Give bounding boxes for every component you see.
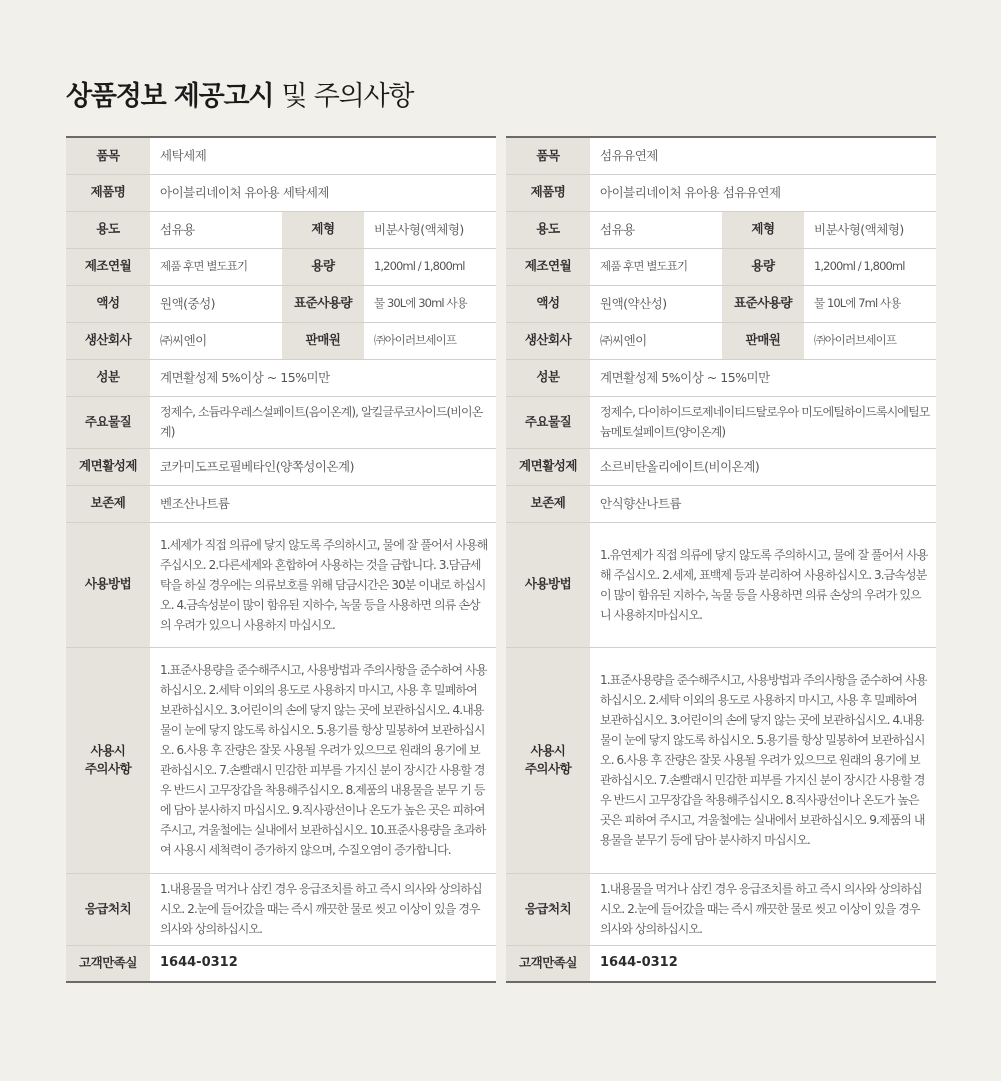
caution-label-line1: 사용시 xyxy=(530,742,566,758)
table-row xyxy=(66,522,496,647)
right-liquid-value: 원액(약산성) xyxy=(590,285,722,322)
row-label-how-to-use: 사용방법 xyxy=(506,522,590,647)
right-preservative-value: 안식향산나트륨 xyxy=(590,485,936,522)
row-label-caution xyxy=(66,647,150,873)
left-preservative-value: 벤조산나트륨 xyxy=(150,485,496,522)
row-label-name: 제품명 xyxy=(66,174,150,211)
left-seller-value: ㈜아이러브세이프 xyxy=(364,322,496,359)
row-label-ingredients: 성분 xyxy=(506,359,590,396)
left-name-value: 아이블리네이처 유아용 세탁세제 xyxy=(150,174,496,211)
right-volume-value: 1,200ml / 1,800ml xyxy=(804,248,936,285)
row-label-item: 품목 xyxy=(506,137,590,174)
page-title-strong: 상품정보 제공고시 xyxy=(66,81,274,112)
table-row xyxy=(506,248,936,285)
left-how-to-use-value: 1.세제가 직접 의류에 닿지 않도록 주의하시고, 물에 잘 풀어서 사용해 주십시오. 2.다른세제와 혼합하여 사용하는 것을 금합니다. 3.담금세탁을 하실 경우에는 의류보호를 위해 담금시간은 30분 이내로 하십시오. 4.금속성분이 많이 함유된 지하수, 녹물 등을 사용하면 의류 손상의 우려가 있으니 사용하지 마십시오. xyxy=(150,522,496,647)
left-cs-phone: 1644-0312 xyxy=(150,945,496,982)
row-label-maker: 생산회사 xyxy=(66,322,150,359)
row-label-volume: 용량 xyxy=(722,248,804,285)
row-label-name: 제품명 xyxy=(506,174,590,211)
row-label-caution xyxy=(506,647,590,873)
row-label-use: 용도 xyxy=(506,211,590,248)
left-mfg-date-value: 제품 후면 별도표기 xyxy=(150,248,282,285)
row-label-liquid: 액성 xyxy=(506,285,590,322)
row-label-surfactant: 계면활성제 xyxy=(66,448,150,485)
table-row xyxy=(506,647,936,873)
row-label-std-usage: 표준사용량 xyxy=(282,285,364,322)
table-row xyxy=(66,285,496,322)
row-label-item: 품목 xyxy=(66,137,150,174)
right-main-substance-value: 정제수, 다이하이드로제네이티드탈로우아 미도에틸하이드록시에틸모늄메토설페이트(양이온계) xyxy=(590,396,936,448)
left-caution-value: 1.표준사용량을 준수해주시고, 사용방법과 주의사항을 준수하여 사용하십시오. 2.세탁 이외의 용도로 사용하지 마시고, 사용 후 밀폐하여 보관하십시오. 3.어린이의 손에 닿지 않는 곳에 보관하십시오. 4.내용물이 눈에 닿지 않도록 하십시오. 5.용기를 항상 밀봉하여 보관하십시오. 6.사용 후 잔량은 잘못 사용될 우려가 있으므로 원래의 용기에 보관하십시오. 7.손빨래시 민감한 피부를 가지신 분이 장시간 사용할 경우 반드시 고무장갑을 착용해주십시오. 8.제품의 내용물을 분무 기 등에 담아 분사하지 마십시오. 9.직사광선이나 온도가 높은 곳은 피하여 주시고, 겨울철에는 실내에서 보관하십시오. 10.표준사용량을 초과하여 사용시 세척력이 증가하지 않으며, 수질오염이 증가합니다. xyxy=(150,647,496,873)
row-label-first-aid: 응급처치 xyxy=(66,873,150,945)
row-label-use: 용도 xyxy=(66,211,150,248)
row-label-cs: 고객만족실 xyxy=(66,945,150,982)
table-row xyxy=(66,248,496,285)
left-liquid-value: 원액(중성) xyxy=(150,285,282,322)
table-row xyxy=(506,522,936,647)
left-first-aid-value: 1.내용물을 먹거나 삼킨 경우 응급조치를 하고 즉시 의사와 상의하십시오. 2.눈에 들어갔을 때는 즉시 깨끗한 물로 씻고 이상이 있을 경우 의사와 상의하십시오. xyxy=(150,873,496,945)
table-row xyxy=(66,448,496,485)
table-row xyxy=(506,211,936,248)
right-std-usage-value: 물 10L에 7ml 사용 xyxy=(804,285,936,322)
row-label-preservative: 보존제 xyxy=(66,485,150,522)
table-row xyxy=(66,485,496,522)
table-row xyxy=(66,322,496,359)
right-maker-value: ㈜씨엔이 xyxy=(590,322,722,359)
right-name-value: 아이블리네이처 유아용 섬유유연제 xyxy=(590,174,936,211)
left-item-value: 세탁세제 xyxy=(150,137,496,174)
row-label-seller: 판매원 xyxy=(722,322,804,359)
table-row xyxy=(506,485,936,522)
table-row xyxy=(506,359,936,396)
right-how-to-use-value: 1.유연제가 직접 의류에 닿지 않도록 주의하시고, 물에 잘 풀어서 사용해 주십시오. 2.세제, 표백제 등과 분리하여 사용하십시오. 3.금속성분이 많이 함유된 지하수, 녹물 등을 사용하면 의류 손상의 우려가 있으니 사용하지마십시오. xyxy=(590,522,936,647)
row-label-first-aid: 응급처치 xyxy=(506,873,590,945)
right-item-value: 섬유유연제 xyxy=(590,137,936,174)
row-label-ingredients: 성분 xyxy=(66,359,150,396)
table-row xyxy=(66,359,496,396)
left-main-substance-value: 정제수, 소듐라우레스설페이트(음이온계), 알킬글루코사이드(비이온계) xyxy=(150,396,496,448)
table-row xyxy=(506,448,936,485)
left-use-value: 섬유용 xyxy=(150,211,282,248)
table-row xyxy=(506,322,936,359)
row-label-cs: 고객만족실 xyxy=(506,945,590,982)
row-label-volume: 용량 xyxy=(282,248,364,285)
softener-info-table xyxy=(506,136,936,983)
row-label-maker: 생산회사 xyxy=(506,322,590,359)
right-caution-value: 1.표준사용량을 준수해주시고, 사용방법과 주의사항을 준수하여 사용하십시오. 2.세탁 이외의 용도로 사용하지 마시고, 사용 후 밀폐하여 보관하십시오. 3.어린이의 손에 닿지 않는 곳에 보관하십시오. 4.내용물이 눈에 닿지 않도록 하십시오. 5.용기를 항상 밀봉하여 보관하십시오. 6.사용 후 잔량은 잘못 사용될 우려가 있으므로 원래의 용기에 보관하십시오. 7.손빨래시 민감한 피부를 가지신 분이 장시간 사용할 경우 반드시 고무장갑을 착용해주십시오. 8.직사광선이나 온도가 높은 곳은 피하여 주시고, 겨울철에는 실내에서 보관하십시오. 9.제품의 내용물을 분무기 등에 담아 분사하지 마십시오. xyxy=(590,647,936,873)
left-ingredients-value: 계면활성제 5%이상 ~ 15%미만 xyxy=(150,359,496,396)
table-row xyxy=(506,945,936,982)
right-mfg-date-value: 제품 후면 별도표기 xyxy=(590,248,722,285)
table-row xyxy=(506,137,936,174)
row-label-form: 제형 xyxy=(282,211,364,248)
right-cs-phone: 1644-0312 xyxy=(590,945,936,982)
left-maker-value: ㈜씨엔이 xyxy=(150,322,282,359)
left-form-value: 비분사형(액체형) xyxy=(364,211,496,248)
page-title-light: 및 주의사항 xyxy=(281,81,414,112)
page-title xyxy=(66,74,413,113)
row-label-seller: 판매원 xyxy=(282,322,364,359)
caution-label-line2: 주의사항 xyxy=(84,761,132,776)
table-row xyxy=(66,647,496,873)
row-label-how-to-use: 사용방법 xyxy=(66,522,150,647)
table-row xyxy=(506,285,936,322)
right-use-value: 섬유용 xyxy=(590,211,722,248)
table-row xyxy=(506,174,936,211)
right-seller-value: ㈜아이러브세이프 xyxy=(804,322,936,359)
table-row xyxy=(66,211,496,248)
caution-label-line2: 주의사항 xyxy=(524,761,572,776)
row-label-liquid: 액성 xyxy=(66,285,150,322)
left-std-usage-value: 물 30L에 30ml 사용 xyxy=(364,285,496,322)
row-label-mfg-date: 제조연월 xyxy=(66,248,150,285)
table-row xyxy=(66,396,496,448)
caution-label-line1: 사용시 xyxy=(90,742,126,758)
right-surfactant-value: 소르비탄올리에이트(비이온계) xyxy=(590,448,936,485)
row-label-main-substance: 주요물질 xyxy=(66,396,150,448)
table-row xyxy=(66,174,496,211)
row-label-surfactant: 계면활성제 xyxy=(506,448,590,485)
row-label-std-usage: 표준사용량 xyxy=(722,285,804,322)
table-row xyxy=(66,873,496,945)
table-row xyxy=(66,137,496,174)
row-label-main-substance: 주요물질 xyxy=(506,396,590,448)
right-ingredients-value: 계면활성제 5%이상 ~ 15%미만 xyxy=(590,359,936,396)
row-label-mfg-date: 제조연월 xyxy=(506,248,590,285)
right-first-aid-value: 1.내용물을 먹거나 삼킨 경우 응급조치를 하고 즉시 의사와 상의하십시오. 2.눈에 들어갔을 때는 즉시 깨끗한 물로 씻고 이상이 있을 경우 의사와 상의하십시오. xyxy=(590,873,936,945)
right-form-value: 비분사형(액체형) xyxy=(804,211,936,248)
detergent-info-table xyxy=(66,136,496,983)
table-row xyxy=(506,873,936,945)
table-row xyxy=(506,396,936,448)
left-surfactant-value: 코카미도프로필베타인(양쪽성이온계) xyxy=(150,448,496,485)
row-label-preservative: 보존제 xyxy=(506,485,590,522)
row-label-form: 제형 xyxy=(722,211,804,248)
table-row xyxy=(66,945,496,982)
left-volume-value: 1,200ml / 1,800ml xyxy=(364,248,496,285)
